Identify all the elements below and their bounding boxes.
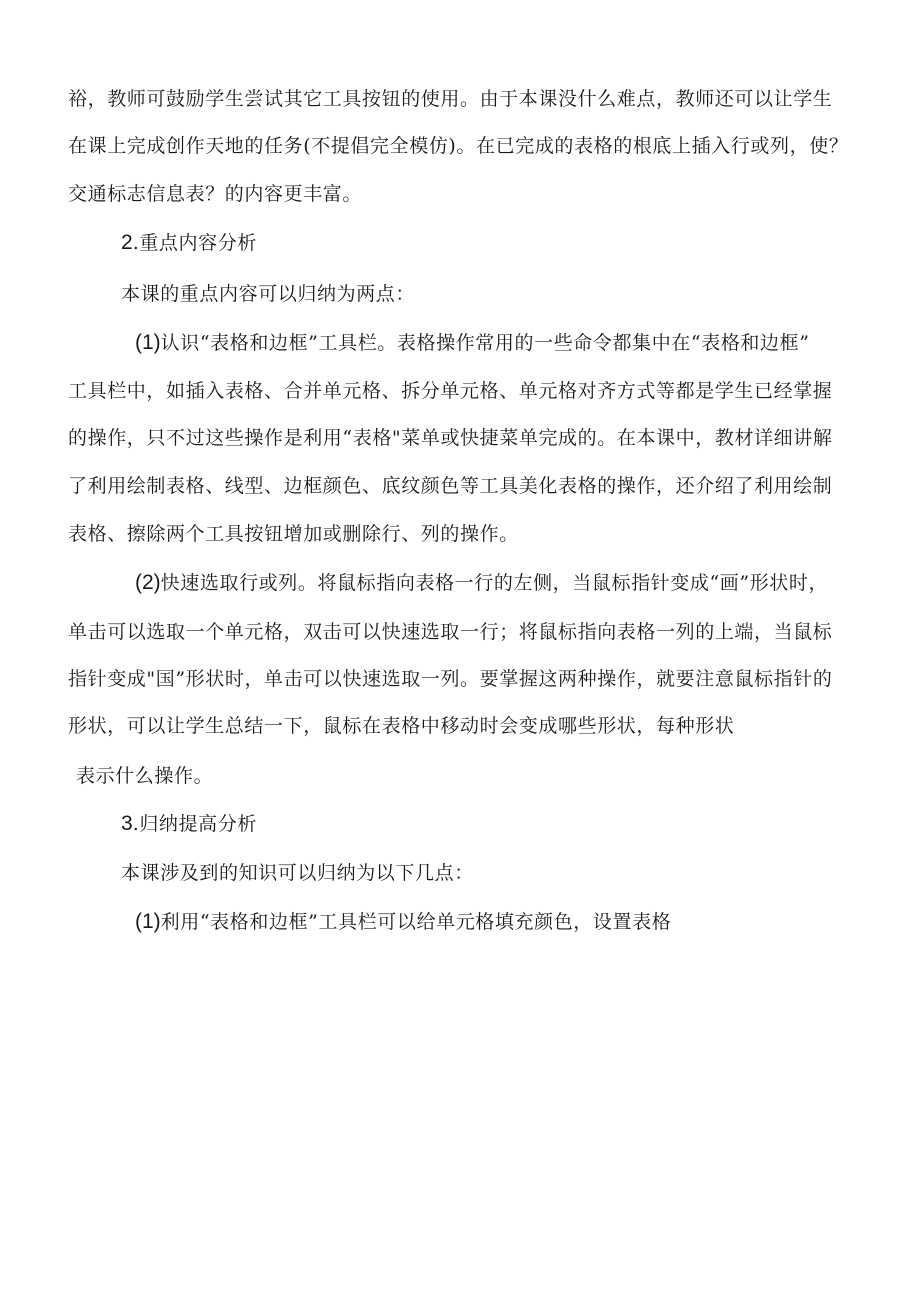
paragraph-line: 本课的重点内容可以归纳为两点： <box>121 283 416 305</box>
paragraph-line: 本课涉及到的知识可以归纳为以下几点： <box>121 862 474 884</box>
list-item-line <box>135 331 810 355</box>
paragraph-line: 的操作，只不过这些操作是利用“表格"菜单或快捷菜单完成的。在本课中，教材详细讲解 <box>68 427 833 449</box>
paragraph-line: 交通标志信息表？的内容更丰富。 <box>68 183 363 205</box>
section-heading-2 <box>121 231 257 255</box>
list-marker: (1) <box>135 910 161 933</box>
list-item-text: 利用“表格和边框”工具栏可以给单元格填充颜色，设置表格 <box>160 911 672 933</box>
section-number: 2 <box>121 231 133 254</box>
paragraph-line: 了利用绘制表格、线型、边框颜色、底纹颜色等工具美化表格的操作，还介绍了利用绘制 <box>68 475 833 497</box>
list-item-line <box>135 910 671 934</box>
paragraph-line: 指针变成"国”形状时，单击可以快速选取一列。要掌握这两种操作，就要注意鼠标指针的 <box>68 668 833 690</box>
section-number: 3 <box>121 812 133 835</box>
paragraph-line: 表格、擦除两个工具按钮增加或删除行、列的操作。 <box>68 523 519 545</box>
paragraph-line: 在课上完成创作天地的任务(不提倡完全模仿)。在已完成的表格的根底上插入行或列，使？ <box>68 135 849 157</box>
paragraph-line: 裕，教师可鼓励学生尝试其它工具按钮的使用。由于本课没什么难点，教师还可以让学生 <box>68 88 833 110</box>
list-marker: (1) <box>135 331 161 354</box>
paragraph-line: 工具栏中，如插入表格、合并单元格、拆分单元格、单元格对齐方式等都是学生已经掌握 <box>68 380 833 402</box>
paragraph-line: 单击可以选取一个单元格，双击可以快速选取一行；将鼠标指向表格一列的上端，当鼠标 <box>68 621 833 643</box>
section-heading-3 <box>121 812 257 836</box>
list-item-line <box>135 571 828 595</box>
list-marker: (2) <box>135 571 161 594</box>
section-title: .重点内容分析 <box>132 232 257 254</box>
section-title: .归纳提高分析 <box>132 813 257 835</box>
list-item-text: 快速选取行或列。将鼠标指向表格一行的左侧，当鼠标指针变成“画”形状时， <box>160 572 829 594</box>
list-item-text: 认识“表格和边框”工具栏。表格操作常用的一些命令都集中在“表格和边框” <box>160 332 810 354</box>
paragraph-line: 表示什么操作。 <box>76 765 214 787</box>
paragraph-line: 形状，可以让学生总结一下，鼠标在表格中移动时会变成哪些形状，每种形状 <box>68 715 735 737</box>
